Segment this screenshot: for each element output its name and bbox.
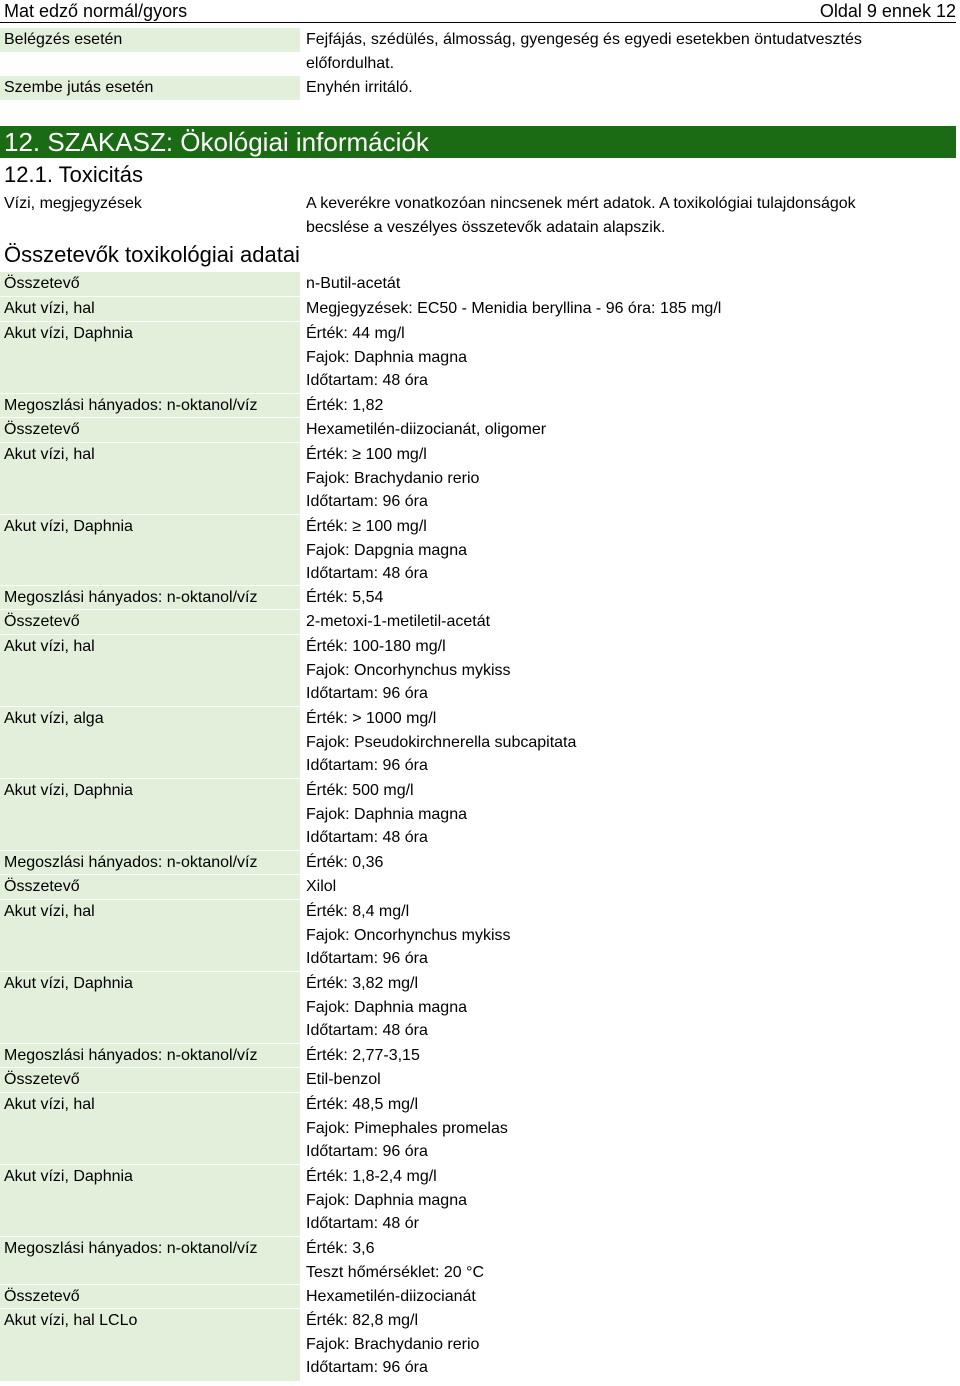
subsection-title: 12.1. Toxicitás xyxy=(4,162,144,187)
value-line: Érték: 48,5 mg/l xyxy=(306,1096,419,1113)
value-line: Fajok: Brachydanio rerio xyxy=(306,1335,480,1353)
tox-label: Megoszlási hányados: n-oktanol/víz xyxy=(0,1044,300,1067)
tox-value xyxy=(306,875,956,899)
tox-value xyxy=(306,1068,956,1092)
tox-label: Összetevő xyxy=(0,610,300,634)
value-line: A keverékre vonatkozóan nincsenek mért adatok. A toxikológiai tulajdonságok xyxy=(306,195,856,212)
page-header xyxy=(0,0,956,23)
value-line: Időtartam: 48 óra xyxy=(306,829,428,846)
tox-label: Akut vízi, hal xyxy=(0,443,300,514)
value-line: Fajok: Brachydanio rerio xyxy=(306,469,480,487)
tox-label: Akut vízi, Daphnia xyxy=(0,515,300,585)
group-title: Összetevők toxikológiai adatai xyxy=(4,242,300,267)
value-line: Fajok: Pseudokirchnerella subcapitata xyxy=(306,733,577,751)
value-line: Érték: 2,77-3,15 xyxy=(306,1047,420,1064)
value-line: Érték: 1,82 xyxy=(306,397,384,414)
value-line: Érték: 44 mg/l xyxy=(306,325,405,342)
page-number: Oldal 9 ennek 12 xyxy=(819,1,956,21)
value-line: Fajok: Oncorhynchus mykiss xyxy=(306,661,511,679)
tox-label: Megoszlási hányados: n-oktanol/víz xyxy=(0,851,300,874)
value-line: Időtartam: 96 óra xyxy=(306,1359,428,1376)
tox-value xyxy=(306,418,956,442)
value-line: Időtartam: 48 óra xyxy=(306,1022,428,1039)
value-line: Érték: > 1000 mg/l xyxy=(306,710,437,727)
value-line: Időtartam: 96 óra xyxy=(306,1143,428,1160)
tox-label: Megoszlási hányados: n-oktanol/víz xyxy=(0,1237,300,1284)
value-line: Időtartam: 96 óra xyxy=(306,950,428,967)
value-line: Érték: 500 mg/l xyxy=(306,782,414,799)
tox-value xyxy=(306,1237,956,1284)
value-line: Enyhén irritáló. xyxy=(306,79,413,96)
value-line: Érték: ≥ 100 mg/l xyxy=(306,518,427,535)
value-line: Teszt hőmérséklet: 20 °C xyxy=(306,1263,485,1281)
value-line: n-Butil-acetát xyxy=(306,275,401,292)
inhalation-label: Belégzés esetén xyxy=(0,28,300,52)
value-line: Érték: ≥ 100 mg/l xyxy=(306,446,427,463)
value-line: Időtartam: 96 óra xyxy=(306,493,428,510)
tox-value xyxy=(306,1285,956,1309)
tox-label: Akut vízi, hal xyxy=(0,900,300,971)
tox-label: Akut vízi, alga xyxy=(0,707,300,778)
tox-label: Megoszlási hányados: n-oktanol/víz xyxy=(0,586,300,609)
tox-value xyxy=(306,1309,956,1380)
tox-value xyxy=(306,1044,956,1068)
tox-label: Akut vízi, hal xyxy=(0,297,300,321)
tox-value xyxy=(306,297,956,321)
tox-value xyxy=(306,272,956,296)
tox-value xyxy=(306,1093,956,1164)
value-line: Érték: 1,8-2,4 mg/l xyxy=(306,1168,437,1185)
tox-value xyxy=(306,322,956,393)
tox-value xyxy=(306,394,956,418)
value-line: Fajok: Daphnia magna xyxy=(306,348,467,366)
tox-value xyxy=(306,610,956,634)
value-line: Hexametilén-diizocianát, oligomer xyxy=(306,421,547,438)
tox-value xyxy=(306,707,956,778)
tox-label: Akut vízi, Daphnia xyxy=(0,1165,300,1236)
value-line: becslése a veszélyes összetevők adatain alapszik. xyxy=(306,218,666,236)
value-line: Fajok: Oncorhynchus mykiss xyxy=(306,926,511,944)
tox-value xyxy=(306,900,956,971)
eye-contact-value xyxy=(306,76,956,100)
tox-label: Megoszlási hányados: n-oktanol/víz xyxy=(0,394,300,417)
value-line: Időtartam: 48 óra xyxy=(306,372,428,389)
tox-label: Összetevő xyxy=(0,272,300,296)
value-line: Fajok: Daphnia magna xyxy=(306,805,467,823)
value-line: Fajok: Daphnia magna xyxy=(306,1191,467,1209)
tox-label: Összetevő xyxy=(0,1285,300,1308)
value-line: Időtartam: 96 óra xyxy=(306,685,428,702)
tox-value xyxy=(306,443,956,514)
value-line: Etil-benzol xyxy=(306,1071,381,1088)
value-line: Érték: 3,82 mg/l xyxy=(306,975,419,992)
water-note-value xyxy=(306,192,956,239)
tox-value xyxy=(306,972,956,1043)
tox-label: Akut vízi, Daphnia xyxy=(0,779,300,850)
tox-value xyxy=(306,779,956,850)
value-line: Fajok: Dapgnia magna xyxy=(306,541,467,559)
tox-value xyxy=(306,851,956,875)
value-line: 2-metoxi-1-metiletil-acetát xyxy=(306,613,491,630)
value-line: Xilol xyxy=(306,878,337,895)
tox-label: Akut vízi, Daphnia xyxy=(0,322,300,393)
tox-label: Akut vízi, Daphnia xyxy=(0,972,300,1043)
value-line: Érték: 82,8 mg/l xyxy=(306,1312,419,1329)
value-line: Megjegyzések: EC50 - Menidia beryllina - 96 óra: 185 mg/l xyxy=(306,300,722,317)
value-line: Fajok: Daphnia magna xyxy=(306,998,467,1016)
tox-value xyxy=(306,1165,956,1236)
value-line: Fajok: Pimephales promelas xyxy=(306,1119,508,1137)
value-line: Időtartam: 96 óra xyxy=(306,757,428,774)
tox-value xyxy=(306,586,956,610)
value-line: Érték: 3,6 xyxy=(306,1240,375,1257)
value-line: Időtartam: 48 óra xyxy=(306,565,428,582)
value-line: Időtartam: 48 ór xyxy=(306,1215,419,1232)
tox-value xyxy=(306,515,956,586)
value-line: Érték: 0,36 xyxy=(306,854,384,871)
tox-label: Összetevő xyxy=(0,418,300,442)
value-line: előfordulhat. xyxy=(306,54,395,72)
water-note-label: Vízi, megjegyzések xyxy=(4,195,142,212)
tox-label: Akut vízi, hal LCLo xyxy=(0,1309,300,1381)
eye-contact-label: Szembe jutás esetén xyxy=(0,76,300,100)
value-line: Fejfájás, szédülés, álmosság, gyengeség és egyedi esetekben öntudatvesztés xyxy=(306,31,862,48)
tox-label: Összetevő xyxy=(0,875,300,899)
tox-label: Akut vízi, hal xyxy=(0,1093,300,1164)
value-line: Érték: 8,4 mg/l xyxy=(306,903,410,920)
inhalation-value xyxy=(306,28,956,75)
section-title: 12. SZAKASZ: Ökológiai információk xyxy=(4,127,429,157)
tox-value xyxy=(306,635,956,706)
value-line: Érték: 5,54 xyxy=(306,589,384,606)
value-line: Érték: 100-180 mg/l xyxy=(306,638,446,655)
tox-label: Akut vízi, hal xyxy=(0,635,300,706)
tox-label: Összetevő xyxy=(0,1068,300,1092)
document-title: Mat edző normál/gyors xyxy=(4,1,188,21)
value-line: Hexametilén-diizocianát xyxy=(306,1288,476,1305)
